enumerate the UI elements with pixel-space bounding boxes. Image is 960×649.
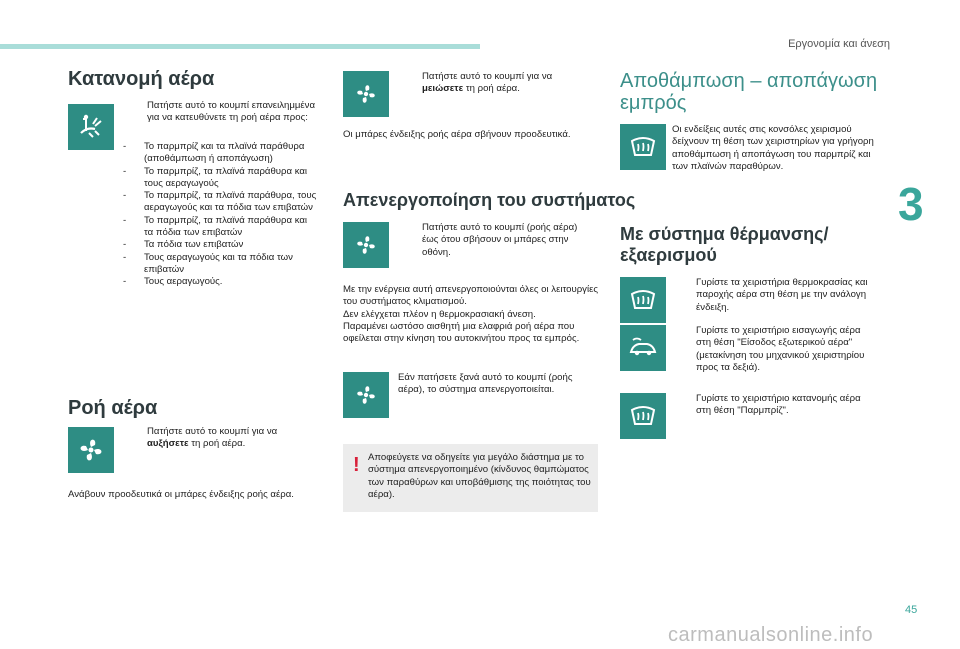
deactivation-again: Εάν πατήσετε ξανά αυτό το κουμπί (ροής αέρα), το σύστημα απενεργοποιείται. (398, 372, 573, 396)
fan-icon (68, 427, 114, 473)
manual-title: Με σύστημα θέρμανσης/ εξαερισμού (620, 224, 829, 265)
manual-step-2-text: Γυρίστε το χειριστήριο εισαγωγής αέρα στη θέση "Είσοδος εξωτερικού αέρα" (μετακίνηση του μηχανικού χειριστηρίου προς τα δεξιά). (696, 325, 865, 373)
list-item: - Το παρμπρίζ, τα πλαϊνά παράθυρα, τους αεραγωγούς και τα πόδια των επιβατών (123, 190, 318, 215)
list-item: - Τα πόδια των επιβατών (123, 239, 318, 251)
air-distribution-title: Κατανομή αέρα (68, 68, 215, 90)
warning-text: Αποφεύγετε να οδηγείτε για μεγάλο διάστημα με το σύστημα απενεργοποιημένο (κίνδυνος θαμπώματος των παραθύρων και υποβάθμισης της ποιότητας του αέρα). (368, 452, 591, 500)
chapter-number: 3 (898, 178, 924, 230)
list-item: - Τους αεραγωγούς. (123, 276, 318, 288)
list-item: - Το παρμπρίζ, τα πλαϊνά παράθυρα και τους αεραγωγούς (123, 166, 318, 191)
fan-icon (343, 222, 389, 268)
air-distribution-icon (68, 104, 114, 150)
manual-step-1-text: Γυρίστε τα χειριστήρια θερμοκρασίας και παροχής αέρα στη θέση με την ανάλογη ένδειξη. (696, 277, 868, 313)
deactivation-title: Απενεργοποίηση του συστήματος (343, 190, 636, 210)
manual-step-3-text: Γυρίστε το χειριστήριο κατανομής αέρα στη θέση "Παρμπρίζ". (696, 393, 861, 417)
airflow-title: Ροή αέρα (68, 397, 158, 419)
section-header: Εργονομία και άνεση (788, 38, 890, 50)
list-item: - Το παρμπρίζ, τα πλαϊνά παράθυρα και τα πόδια των επιβατών (123, 215, 318, 240)
deactivation-step-text: Πατήστε αυτό το κουμπί (ροής αέρα) έως ότου σβήσουν οι μπάρες στην οθόνη. (422, 222, 578, 258)
warning-box (343, 444, 598, 512)
list-item: - Το παρμπρίζ και τα πλαϊνά παράθυρα (αποθάμπωση ή αποπάγωση) (123, 141, 318, 166)
demist-title: Αποθάμπωση – αποπάγωση εμπρός (620, 70, 878, 114)
airflow-increase-text: Πατήστε αυτό το κουμπί για να αυξήσετε τη ροή αέρα. (147, 426, 278, 450)
air-distribution-options (123, 141, 318, 289)
airflow-decrease-text: Πατήστε αυτό το κουμπί για να μειώσετε τη ροή αέρα. (422, 71, 553, 95)
air-distribution-intro: Πατήστε αυτό το κουμπί επανειλημμένα για να κατευθύνετε τη ροή αέρα προς: (147, 100, 316, 124)
fan-icon (343, 71, 389, 117)
deactivation-paragraph: Με την ενέργεια αυτή απενεργοποιούνται όλες οι λειτουργίες του συστήματος κλιματισμού. Δεν ελέγχεται πλέον η θερμοκρασιακή άνεση. Παραμένει ωστόσο αισθητή μια ελαφριά ροή αέρα που οφείλεται στην κίνηση του αυτοκινήτου προς τα εμπρός. (343, 284, 599, 345)
windscreen-demist-icon (620, 393, 666, 439)
airflow-decrease-note: Οι μπάρες ένδειξης ροής αέρα σβήνουν προοδευτικά. (343, 129, 571, 140)
windscreen-demist-icon (620, 124, 666, 170)
windscreen-demist-icon (620, 277, 666, 323)
top-accent-bar (0, 44, 480, 49)
fan-icon (343, 372, 389, 418)
airflow-increase-note: Ανάβουν προοδευτικά οι μπάρες ένδειξης ροής αέρα. (68, 489, 294, 500)
warning-icon: ! (353, 454, 360, 476)
watermark: carmanualsonline.info (668, 624, 874, 646)
outside-air-intake-icon (620, 325, 666, 371)
list-item: - Τους αεραγωγούς και τα πόδια των επιβατών (123, 252, 318, 277)
demist-text: Οι ενδείξεις αυτές στις κονσόλες χειρισμού δείχνουν τη θέση των χειριστηρίων για γρήγορη αποθάμπωση ή αποπάγωση του παρμπρίζ και των πλαϊνών παραθύρων. (672, 124, 874, 172)
page-number: 45 (905, 604, 918, 616)
